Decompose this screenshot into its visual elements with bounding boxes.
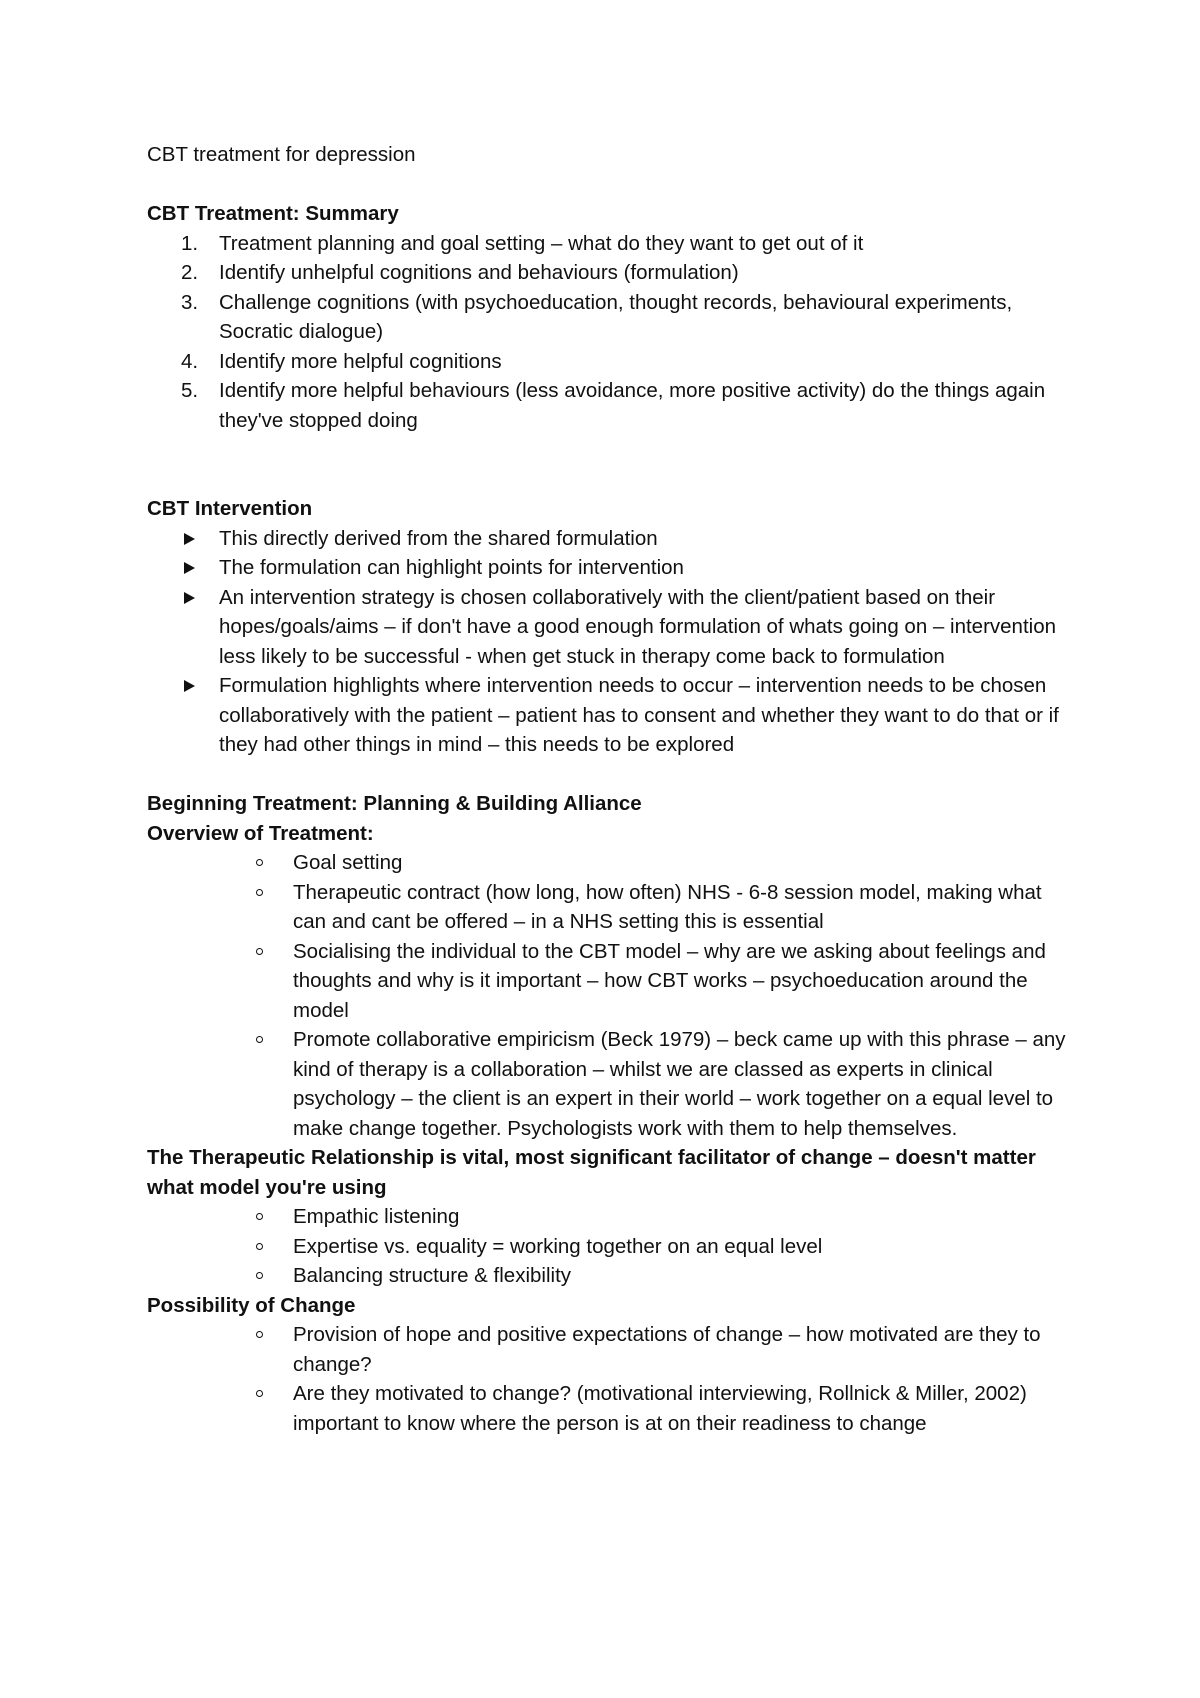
list-item-text: Therapeutic contract (how long, how often) NHS - 6-8 session model, making what can and cant be offered – in a NHS setting this is essential <box>293 880 1042 933</box>
triangle-bullet-icon <box>184 562 195 574</box>
beginning-heading: Beginning Treatment: Planning & Building Alliance <box>147 792 642 815</box>
change-list <box>147 1320 1077 1438</box>
circle-bullet-icon <box>256 889 263 896</box>
triangle-bullet-icon <box>184 680 195 692</box>
list-item-text: An intervention strategy is chosen collaboratively with the client/patient based on their hopes/goals/aims – if don't have a good enough formulation of whats going on – intervention less likely to be successful - when get stuck in therapy come back to formulation <box>219 585 1057 668</box>
summary-heading: CBT Treatment: Summary <box>147 202 399 225</box>
change-item-2 <box>147 1379 1077 1438</box>
overview-item-1 <box>147 848 1077 878</box>
overview-list <box>147 848 1077 1143</box>
spacer <box>147 170 1077 200</box>
list-number: 1. <box>181 231 199 255</box>
list-item-text: The formulation can highlight points for intervention <box>219 556 684 579</box>
list-item-text: Challenge cognitions (with psychoeducation, thought records, behavioural experiments, Socratic dialogue) <box>219 290 1013 343</box>
relationship-item-3 <box>147 1261 1077 1291</box>
circle-bullet-icon <box>256 1272 263 1279</box>
circle-bullet-icon <box>256 1331 263 1338</box>
intervention-heading: CBT Intervention <box>147 497 313 520</box>
overview-item-3 <box>147 937 1077 1026</box>
list-item-text: Expertise vs. equality = working together on an equal level <box>293 1234 823 1258</box>
list-item-text: Identify unhelpful cognitions and behaviours (formulation) <box>219 261 739 284</box>
list-number: 3. <box>181 290 199 314</box>
document-page <box>147 140 1077 1438</box>
triangle-bullet-icon <box>184 592 195 604</box>
summary-item-1 <box>147 229 1077 259</box>
circle-bullet-icon <box>256 948 263 955</box>
list-number: 4. <box>181 349 199 373</box>
list-item-text: Are they motivated to change? (motivational interviewing, Rollnick & Miller, 2002) important to know where the person is at on their readiness to change <box>293 1382 1027 1435</box>
list-item-text: Socialising the individual to the CBT model – why are we asking about feelings and thoughts and why is it important – how CBT works – psychoeducation around the model <box>293 939 1046 1022</box>
intervention-list <box>147 524 1077 760</box>
relationship-heading: The Therapeutic Relationship is vital, most significant facilitator of change – doesn't matter what model you're using <box>147 1146 1036 1199</box>
list-item-text: This directly derived from the shared formulation <box>219 526 658 550</box>
triangle-bullet-icon <box>184 533 195 545</box>
circle-bullet-icon <box>256 1213 263 1220</box>
list-item-text: Identify more helpful behaviours (less avoidance, more positive activity) do the things again they've stopped doing <box>219 379 1046 432</box>
relationship-item-1 <box>147 1202 1077 1232</box>
relationship-item-2 <box>147 1232 1077 1262</box>
summary-item-3 <box>147 288 1077 347</box>
list-item-text: Empathic listening <box>293 1205 460 1228</box>
circle-bullet-icon <box>256 1036 263 1043</box>
overview-item-4 <box>147 1025 1077 1143</box>
overview-item-2 <box>147 878 1077 937</box>
summary-item-5 <box>147 376 1077 435</box>
intervention-item-4 <box>147 671 1077 760</box>
circle-bullet-icon <box>256 1390 263 1397</box>
list-item-text: Treatment planning and goal setting – what do they want to get out of it <box>219 231 864 255</box>
intervention-item-1 <box>147 524 1077 554</box>
spacer <box>147 435 1077 494</box>
relationship-list <box>147 1202 1077 1291</box>
list-item-text: Provision of hope and positive expectations of change – how motivated are they to change? <box>293 1323 1041 1376</box>
change-item-1 <box>147 1320 1077 1379</box>
summary-item-2 <box>147 258 1077 288</box>
list-item-text: Formulation highlights where intervention needs to occur – intervention needs to be chosen collaboratively with the patient – patient has to consent and whether they want to do that or if they had other things in mind – this needs to be explored <box>219 674 1059 756</box>
summary-list <box>147 229 1077 436</box>
list-item-text: Promote collaborative empiricism (Beck 1979) – beck came up with this phrase – any kind of therapy is a collaboration – whilst we are classed as experts in clinical psychology – the client is an expert in their world – work together on a equal level to make change together. Psychologists work with them to help themselves. <box>293 1028 1066 1140</box>
intervention-item-2 <box>147 553 1077 583</box>
circle-bullet-icon <box>256 859 263 866</box>
list-number: 2. <box>181 261 199 284</box>
document-title: CBT treatment for depression <box>147 143 416 166</box>
intervention-item-3 <box>147 583 1077 672</box>
spacer <box>147 760 1077 790</box>
list-item-text: Goal setting <box>293 851 403 874</box>
circle-bullet-icon <box>256 1243 263 1250</box>
summary-item-4 <box>147 347 1077 377</box>
list-number: 5. <box>181 379 199 402</box>
list-item-text: Balancing structure & flexibility <box>293 1264 572 1287</box>
overview-heading: Overview of Treatment: <box>147 821 374 845</box>
list-item-text: Identify more helpful cognitions <box>219 349 502 373</box>
change-heading: Possibility of Change <box>147 1293 356 1317</box>
